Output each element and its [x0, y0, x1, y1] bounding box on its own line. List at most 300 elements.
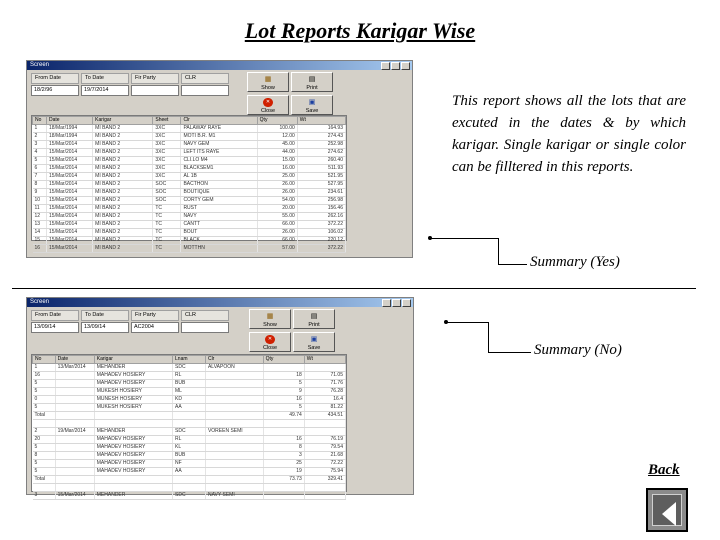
table-cell	[55, 484, 94, 492]
table-cell: MI BAND 2	[93, 229, 153, 237]
table-cell: VOREEN SEMI	[205, 428, 263, 436]
table-row[interactable]	[33, 213, 346, 221]
table-cell: TC	[153, 205, 181, 213]
table-cell: 15/Mar/2014	[47, 213, 93, 221]
table-cell: MUNESH HOSIERY	[94, 396, 172, 404]
printer-icon: ▤	[310, 313, 318, 320]
table-cell: 72.22	[304, 460, 345, 468]
table-row[interactable]	[33, 468, 346, 476]
stop-icon: ✕	[265, 335, 275, 344]
table-cell: 252.98	[297, 141, 345, 149]
table-cell: 71.76	[304, 380, 345, 388]
window-title: Screen	[30, 62, 50, 68]
table-cell: MOTI B.R. M1	[181, 133, 257, 141]
table-cell: 5	[33, 157, 47, 165]
to-date-field	[81, 310, 129, 333]
table-cell	[205, 380, 263, 388]
table-cell: TC	[153, 245, 181, 253]
table-cell: 2	[33, 133, 47, 141]
back-link[interactable]: Back	[648, 462, 680, 478]
table-cell: 6	[33, 165, 47, 173]
table-cell: AA	[173, 404, 206, 412]
table-cell	[205, 460, 263, 468]
report-window-summary-yes	[26, 60, 413, 258]
table-row[interactable]	[33, 420, 346, 428]
table-cell: 8	[33, 181, 47, 189]
floppy-disk-icon: ▣	[308, 99, 316, 106]
table-cell: 234.61	[297, 189, 345, 197]
table-row[interactable]	[33, 388, 346, 396]
callout-connector	[446, 322, 488, 323]
table-cell	[304, 420, 345, 428]
table-cell: NF	[173, 460, 206, 468]
report-window-summary-no	[26, 297, 414, 498]
table-cell: 256.98	[297, 197, 345, 205]
table-cell: MAHADEV HOSIERY	[94, 444, 172, 452]
from-date-input[interactable]: 18/2/96	[31, 85, 79, 96]
table-cell	[94, 484, 172, 492]
table-cell: MAHADEV HOSIERY	[94, 436, 172, 444]
print-button-label: Print	[306, 85, 318, 91]
table-cell: 262.16	[297, 213, 345, 221]
from-date-field	[31, 310, 79, 333]
table-cell: 1	[33, 125, 47, 133]
table-cell: 372.22	[297, 245, 345, 253]
table-cell: 15/Mar/2014	[47, 205, 93, 213]
table-cell: MI BAND 2	[93, 237, 153, 245]
table-cell: BUB	[173, 452, 206, 460]
table-cell: CORTY GEM	[181, 197, 257, 205]
table-row[interactable]	[33, 436, 346, 444]
table-row[interactable]	[33, 221, 346, 229]
column-header[interactable]: Date	[55, 356, 94, 364]
table-cell: 15/Mar/2014	[47, 245, 93, 253]
table-cell: NAVY	[181, 213, 257, 221]
table-cell	[55, 452, 94, 460]
table-cell: MOTTHN	[181, 245, 257, 253]
table-cell: 9	[263, 388, 304, 396]
table-cell	[205, 388, 263, 396]
table-cell: SOC	[153, 189, 181, 197]
table-cell: 18/Mar/1994	[47, 125, 93, 133]
table-cell	[205, 468, 263, 476]
table-cell: 66.00	[257, 237, 297, 245]
table-row[interactable]	[33, 149, 346, 157]
table-cell	[94, 476, 172, 484]
close-icon[interactable]	[401, 62, 410, 70]
callout-connector	[488, 322, 531, 353]
window-controls	[381, 62, 410, 70]
table-row[interactable]	[33, 205, 346, 213]
save-button[interactable]	[291, 95, 333, 115]
table-cell: 106.02	[297, 229, 345, 237]
party-input[interactable]	[131, 85, 179, 96]
table-row[interactable]	[33, 380, 346, 388]
table-cell: MUKESH HOSIERY	[94, 388, 172, 396]
table-cell: BUB	[173, 380, 206, 388]
table-cell: 12.00	[257, 133, 297, 141]
lot-report-grid[interactable]	[31, 115, 347, 251]
table-cell: 20.00	[257, 205, 297, 213]
report-description: This report shows all the lots that are excuted in the dates & by which karigar. Single karigar or single color can be filltered in this reports.	[452, 93, 686, 175]
table-row[interactable]	[33, 428, 346, 436]
table-cell: 5	[33, 468, 56, 476]
table-cell: LEFT ITS RAYE	[181, 149, 257, 157]
table-cell: 15/Mar/2014	[47, 181, 93, 189]
party-label: Fir Party	[131, 73, 179, 84]
table-row[interactable]	[33, 173, 346, 181]
table-cell: 19	[263, 468, 304, 476]
table-cell: 20	[33, 436, 56, 444]
table-cell: RUST	[181, 205, 257, 213]
table-cell: ML	[173, 388, 206, 396]
table-row[interactable]	[33, 364, 346, 372]
table-cell	[205, 484, 263, 492]
table-row[interactable]	[33, 492, 346, 500]
table-cell: 511.93	[297, 165, 345, 173]
color-input[interactable]	[181, 322, 229, 333]
column-header[interactable]: Karigar	[94, 356, 172, 364]
table-cell: 4	[33, 149, 47, 157]
table-cell	[263, 428, 304, 436]
table-cell: 13	[33, 221, 47, 229]
table-cell: MUKESH HOSIERY	[94, 404, 172, 412]
table-cell	[55, 380, 94, 388]
table-row[interactable]	[33, 372, 346, 380]
table-cell: MI BAND 2	[93, 125, 153, 133]
table-cell: MEHANDER	[94, 428, 172, 436]
table-row[interactable]	[33, 189, 346, 197]
table-cell: SOC	[153, 197, 181, 205]
table-cell	[173, 420, 206, 428]
table-cell	[263, 484, 304, 492]
show-button[interactable]	[247, 72, 289, 92]
table-cell: 8	[33, 452, 56, 460]
table-cell: BLACK	[181, 237, 257, 245]
table-cell	[263, 492, 304, 500]
table-cell: MI BAND 2	[93, 213, 153, 221]
back-button[interactable]	[646, 488, 688, 532]
filter-fields	[31, 73, 231, 96]
table-row[interactable]	[33, 476, 346, 484]
close-button-label: Close	[260, 108, 276, 114]
show-button-label: Show	[263, 322, 277, 328]
column-header[interactable]: Karigar	[93, 117, 153, 125]
table-cell: 73.73	[263, 476, 304, 484]
table-row[interactable]	[33, 452, 346, 460]
table-cell: MAHADEV HOSIERY	[94, 380, 172, 388]
table-cell: 5	[263, 380, 304, 388]
window-titlebar	[27, 298, 413, 307]
callout-connector	[498, 238, 527, 265]
table-cell	[33, 484, 56, 492]
table-cell: 76.28	[304, 388, 345, 396]
table-cell	[173, 476, 206, 484]
table-cell: 15/Mar/2014	[47, 229, 93, 237]
column-header[interactable]: Qty	[263, 356, 304, 364]
table-cell: 15/Mar/2014	[47, 173, 93, 181]
table-cell: MI BAND 2	[93, 149, 153, 157]
window-controls	[382, 299, 411, 307]
column-header[interactable]: Lnam	[173, 356, 206, 364]
close-button[interactable]	[249, 332, 291, 352]
table-cell	[55, 420, 94, 428]
table-cell	[304, 428, 345, 436]
table-row[interactable]	[33, 245, 346, 253]
table-cell: 3XC	[153, 165, 181, 173]
grid-header-row	[33, 356, 346, 364]
table-cell: 16	[263, 396, 304, 404]
table-cell: 76.19	[304, 436, 345, 444]
column-header[interactable]: No	[33, 356, 56, 364]
table-cell: 329.41	[304, 476, 345, 484]
table-cell: SDC	[173, 492, 206, 500]
table-cell: TC	[153, 221, 181, 229]
table-cell	[55, 396, 94, 404]
table-cell: 372.22	[297, 221, 345, 229]
table-cell: 15/Mar/2014	[47, 141, 93, 149]
table-cell: 3XC	[153, 141, 181, 149]
lot-report-grid[interactable]	[31, 354, 347, 498]
window-title: Screen	[30, 299, 50, 305]
table-cell: TC	[153, 237, 181, 245]
table-cell: 49.74	[263, 412, 304, 420]
party-input[interactable]: AC2004	[131, 322, 179, 333]
table-cell: 15	[33, 237, 47, 245]
table-cell: TC	[153, 229, 181, 237]
save-button-label: Save	[307, 345, 321, 351]
table-cell: 100.00	[257, 125, 297, 133]
table-cell: 3XC	[153, 157, 181, 165]
table-cell: 71.05	[304, 372, 345, 380]
table-cell: SDC	[173, 428, 206, 436]
table-cell	[55, 388, 94, 396]
table-cell: 57.00	[257, 245, 297, 253]
table-cell	[205, 444, 263, 452]
table-cell	[55, 436, 94, 444]
table-cell	[304, 492, 345, 500]
summary-yes-label: Summary (Yes)	[530, 254, 620, 270]
table-cell: SDC	[173, 364, 206, 372]
table-cell: MAHADEV HOSIERY	[94, 460, 172, 468]
table-row[interactable]	[33, 396, 346, 404]
table-cell: 11	[33, 205, 47, 213]
table-cell: 12	[33, 213, 47, 221]
table-cell: RL	[173, 436, 206, 444]
table-cell: KD	[173, 396, 206, 404]
table-cell: 5	[33, 380, 56, 388]
column-header[interactable]: No	[33, 117, 47, 125]
table-cell: 26.00	[257, 189, 297, 197]
table-row[interactable]	[33, 141, 346, 149]
table-cell: 220.12	[297, 237, 345, 245]
to-date-input[interactable]: 13/09/14	[81, 322, 129, 333]
column-header[interactable]: Wt	[304, 356, 345, 364]
table-cell: 25.00	[257, 173, 297, 181]
maximize-icon[interactable]	[392, 299, 401, 307]
table-cell	[55, 460, 94, 468]
save-button[interactable]	[293, 332, 335, 352]
table-cell: 10	[33, 197, 47, 205]
table-cell: 3	[33, 492, 56, 500]
table-cell: MAHADEV HOSIERY	[94, 372, 172, 380]
table-cell: 0	[33, 396, 56, 404]
table-cell: MI BAND 2	[93, 197, 153, 205]
table-cell: 25	[263, 460, 304, 468]
table-cell: 274.62	[297, 149, 345, 157]
table-cell: 15/Mar/2014	[47, 149, 93, 157]
table-row[interactable]	[33, 165, 346, 173]
column-header[interactable]: Qty	[257, 117, 297, 125]
table-row[interactable]	[33, 133, 346, 141]
from-date-input[interactable]: 13/09/14	[31, 322, 79, 333]
table-cell: 44.00	[257, 149, 297, 157]
table-row[interactable]	[33, 229, 346, 237]
color-field	[181, 73, 229, 96]
table-cell: 2	[33, 428, 56, 436]
table-row[interactable]	[33, 404, 346, 412]
table-row[interactable]	[33, 237, 346, 245]
back-arrow-icon	[652, 494, 682, 526]
table-row[interactable]	[33, 412, 346, 420]
table-cell: 3XC	[153, 133, 181, 141]
table-cell	[205, 412, 263, 420]
table-cell: 15/Mar/2014	[47, 165, 93, 173]
grid-header-row	[33, 117, 346, 125]
to-date-label: To Date	[81, 310, 129, 321]
table-cell: AA	[173, 468, 206, 476]
from-date-field	[31, 73, 79, 96]
table-cell: 3XC	[153, 173, 181, 181]
table-cell: 9	[33, 189, 47, 197]
table-cell: CANTT	[181, 221, 257, 229]
table-row[interactable]	[33, 444, 346, 452]
maximize-icon[interactable]	[391, 62, 400, 70]
table-cell	[205, 396, 263, 404]
table-row[interactable]	[33, 125, 346, 133]
to-date-input[interactable]: 19/7/2014	[81, 85, 129, 96]
table-cell: MI BAND 2	[93, 157, 153, 165]
close-icon[interactable]	[402, 299, 411, 307]
table-cell: 66.00	[257, 221, 297, 229]
color-field	[181, 310, 229, 333]
table-cell: 8	[263, 444, 304, 452]
table-cell: 16.00	[257, 165, 297, 173]
table-cell	[205, 476, 263, 484]
print-button-label: Print	[308, 322, 320, 328]
table-cell	[94, 420, 172, 428]
table-cell: 15/Mar/2014	[47, 221, 93, 229]
table-cell: 26.00	[257, 181, 297, 189]
table-cell: 16	[263, 436, 304, 444]
table-cell	[55, 468, 94, 476]
table-cell: 1	[33, 364, 56, 372]
table-cell: 18/Mar/1994	[47, 133, 93, 141]
table-row[interactable]	[33, 181, 346, 189]
color-label: CLR	[181, 310, 229, 321]
table-cell: 521.95	[297, 173, 345, 181]
minimize-icon[interactable]	[381, 62, 390, 70]
table-cell: 16	[33, 245, 47, 253]
callout-connector	[430, 238, 498, 239]
column-header[interactable]: Clr	[181, 117, 257, 125]
table-row[interactable]	[33, 157, 346, 165]
table-cell: 156.46	[297, 205, 345, 213]
party-label: Fir Party	[131, 310, 179, 321]
table-cell	[205, 436, 263, 444]
table-cell: TC	[153, 213, 181, 221]
show-icon: ▦	[264, 76, 272, 83]
table-cell: MI BAND 2	[93, 245, 153, 253]
from-date-label: From Date	[31, 310, 79, 321]
table-cell: 54.00	[257, 197, 297, 205]
table-cell: 15/Mar/2014	[55, 492, 94, 500]
table-cell: 434.51	[304, 412, 345, 420]
print-button[interactable]	[291, 72, 333, 92]
column-header[interactable]: Wt	[297, 117, 345, 125]
table-cell: 5	[263, 404, 304, 412]
table-row[interactable]	[33, 197, 346, 205]
to-date-label: To Date	[81, 73, 129, 84]
table-cell: 164.93	[297, 125, 345, 133]
table-cell: MI BAND 2	[93, 221, 153, 229]
table-cell: RL	[173, 372, 206, 380]
table-cell: 15/Mar/2014	[47, 237, 93, 245]
table-cell: 21.68	[304, 452, 345, 460]
show-button-label: Show	[261, 85, 275, 91]
close-button[interactable]	[247, 95, 289, 115]
table-cell: 274.43	[297, 133, 345, 141]
table-cell: Total	[33, 476, 56, 484]
table-cell	[205, 404, 263, 412]
table-row[interactable]	[33, 460, 346, 468]
table-cell: 5	[33, 460, 56, 468]
table-cell: 19/Mar/2014	[55, 428, 94, 436]
table-cell	[173, 484, 206, 492]
party-field	[131, 73, 179, 96]
column-header[interactable]: Sheet	[153, 117, 181, 125]
summary-no-label: Summary (No)	[534, 342, 622, 358]
show-button[interactable]	[249, 309, 291, 329]
table-cell	[173, 412, 206, 420]
table-cell: 16.4	[304, 396, 345, 404]
table-cell: 15/Mar/2014	[47, 157, 93, 165]
table-cell: MI BAND 2	[93, 165, 153, 173]
table-cell	[304, 484, 345, 492]
table-cell: 79.54	[304, 444, 345, 452]
table-cell	[55, 444, 94, 452]
table-cell	[205, 372, 263, 380]
table-cell: 15/Mar/2014	[47, 189, 93, 197]
table-cell: 3	[33, 141, 47, 149]
minimize-icon[interactable]	[382, 299, 391, 307]
print-button[interactable]	[293, 309, 335, 329]
column-header[interactable]: Clr	[205, 356, 263, 364]
color-input[interactable]	[181, 85, 229, 96]
floppy-disk-icon: ▣	[310, 336, 318, 343]
table-row[interactable]	[33, 484, 346, 492]
table-cell: 55.00	[257, 213, 297, 221]
table-cell	[304, 364, 345, 372]
table-cell: 5	[33, 404, 56, 412]
table-cell: 26.00	[257, 229, 297, 237]
column-header[interactable]: Date	[47, 117, 93, 125]
table-cell	[263, 364, 304, 372]
save-button-label: Save	[305, 108, 319, 114]
table-cell: MI BAND 2	[93, 189, 153, 197]
party-field	[131, 310, 179, 333]
table-cell: BACTHON	[181, 181, 257, 189]
